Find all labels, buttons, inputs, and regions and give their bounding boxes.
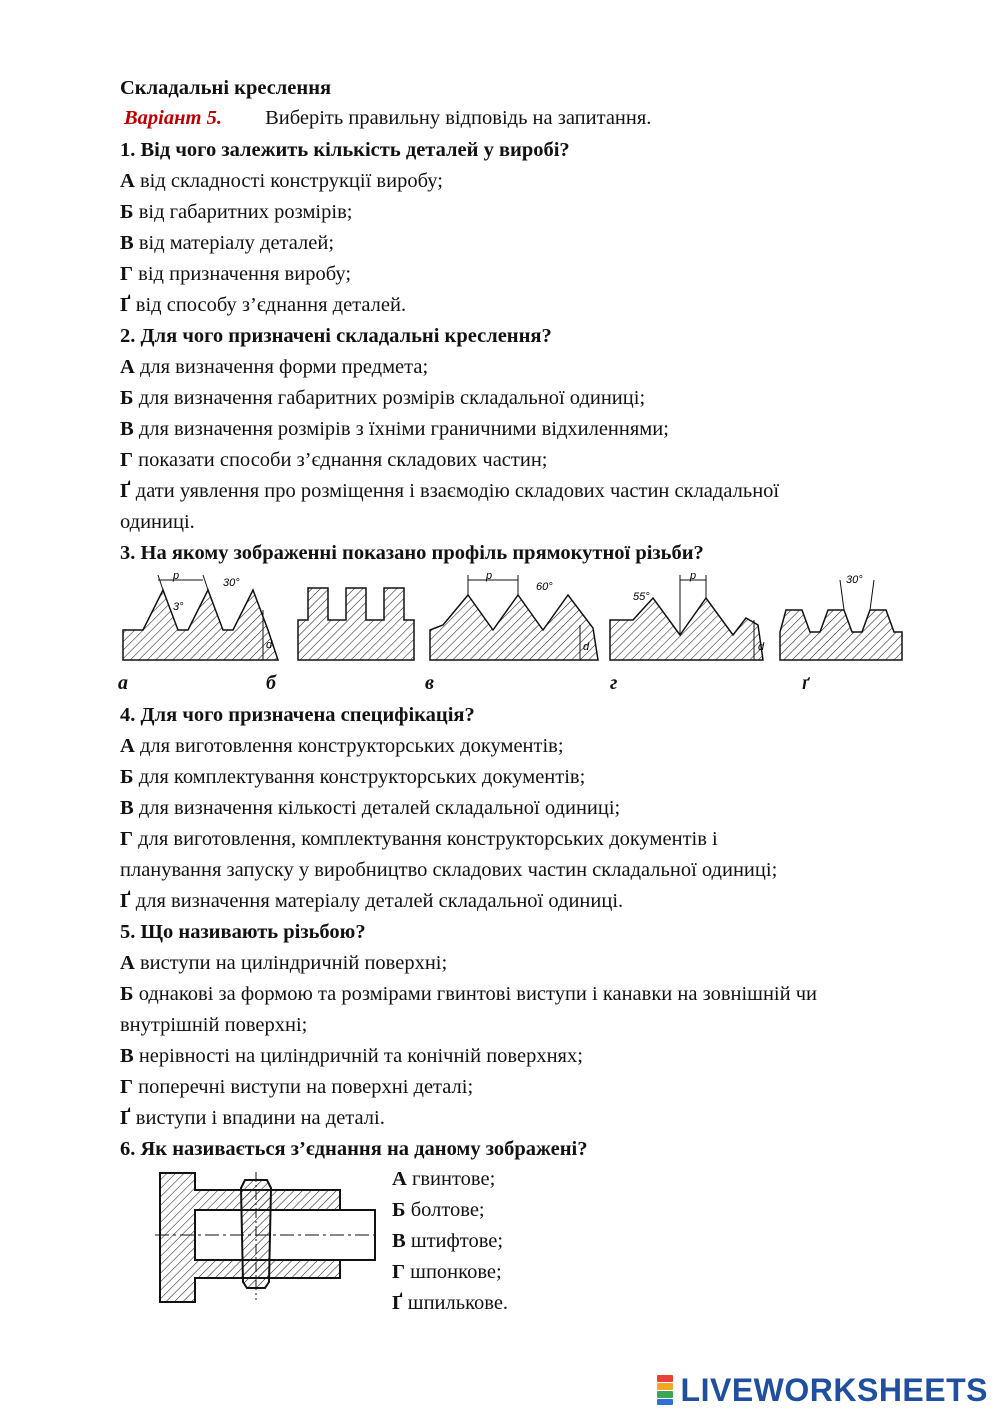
q2-option-g-cont: одиниці. [120, 511, 195, 533]
q5-option-b-cont: внутрішній поверхні; [120, 1014, 308, 1036]
question-4: 4. Для чого призначена специфікація? [120, 704, 475, 726]
pitch-label-a: p [173, 570, 180, 582]
q6-option-g[interactable]: Ґ шпилькове. [392, 1292, 509, 1314]
q2-option-g[interactable]: Ґ дати уявлення про розміщення і взаємодію складових частин складальної [120, 480, 780, 502]
question-1: 1. Від чого залежить кількість деталей у виробі? [120, 139, 570, 161]
instruction: Виберіть правильну відповідь на запитання. [265, 107, 652, 129]
q5-option-b[interactable]: Б однакові за формою та розмірами гвинтові виступи і канавки на зовнішній чи [120, 983, 817, 1005]
dia-label-a: d [266, 639, 273, 651]
figure-label-g: ґ [802, 672, 810, 694]
angle-label-a3: 3° [173, 601, 184, 613]
figure-label-a: а [118, 672, 128, 694]
q5-option-a[interactable]: А виступи на циліндричній поверхні; [120, 952, 448, 974]
question-5: 5. Що називають різьбою? [120, 921, 366, 943]
q1-option-v[interactable]: В від матеріалу деталей; [120, 232, 335, 254]
q5-option-h[interactable]: Г поперечні виступи на поверхні деталі; [120, 1076, 474, 1098]
angle-label-a30: 30° [223, 577, 240, 589]
thread-profiles-figure [118, 570, 908, 670]
thread-profile-v[interactable] [430, 570, 598, 660]
q4-option-b[interactable]: Б для комплектування конструкторських документів; [120, 766, 586, 788]
dia-label-h: d [758, 641, 765, 653]
q4-option-h-cont: планування запуску у виробництво складових частин складальної одиниці; [120, 859, 778, 881]
q5-option-g[interactable]: Ґ виступи і впадини на деталі. [120, 1107, 385, 1129]
thread-profile-h[interactable] [610, 570, 765, 660]
angle-label-g30: 30° [846, 574, 863, 586]
q2-option-h[interactable]: Г показати способи з’єднання складових частин; [120, 449, 548, 471]
q4-option-g[interactable]: Ґ для визначення матеріалу деталей складальної одиниці. [120, 890, 624, 912]
variant-line [120, 105, 651, 131]
q1-option-g[interactable]: Ґ від способу з’єднання деталей. [120, 294, 407, 316]
thread-profile-g[interactable] [780, 574, 902, 660]
q6-option-h[interactable]: Г шпонкове; [392, 1261, 502, 1283]
q4-option-v[interactable]: В для визначення кількості деталей складальної одиниці; [120, 797, 621, 819]
figure-label-v: в [425, 672, 434, 694]
q6-option-v[interactable]: В штифтове; [392, 1230, 504, 1252]
q2-option-a[interactable]: А для визначення форми предмета; [120, 356, 429, 378]
figure-label-h: г [610, 672, 618, 694]
page-title: Складальні креслення [120, 77, 332, 99]
q5-option-v[interactable]: В нерівності на циліндричній та конічній поверхнях; [120, 1045, 583, 1067]
figure-label-b: б [266, 672, 276, 694]
thread-profile-b[interactable] [298, 588, 414, 660]
liveworksheets-logo-icon [655, 1374, 675, 1406]
dia-label-v: d [583, 641, 590, 653]
q4-option-a[interactable]: А для виготовлення конструкторських документів; [120, 735, 564, 757]
q6-option-a[interactable]: А гвинтове; [392, 1168, 496, 1190]
q1-option-a[interactable]: А від складності конструкції виробу; [120, 170, 443, 192]
liveworksheets-watermark[interactable] [655, 1372, 988, 1408]
question-2: 2. Для чого призначені складальні креслення? [120, 325, 552, 347]
q2-option-v[interactable]: В для визначення розмірів з їхніми граничними відхиленнями; [120, 418, 669, 440]
q1-option-h[interactable]: Г від призначення виробу; [120, 263, 352, 285]
thread-profile-a[interactable] [123, 570, 278, 660]
pin-joint-drawing [155, 1168, 380, 1310]
angle-label-v60: 60° [536, 581, 553, 593]
question-3: 3. На якому зображенні показано профіль прямокутної різьби? [120, 542, 704, 564]
q4-option-h[interactable]: Г для виготовлення, комплектування конструкторських документів і [120, 828, 718, 850]
question-6: 6. Як називається з’єднання на даному зображені? [120, 1138, 588, 1160]
variant-label: Варіант 5. [124, 107, 222, 129]
angle-label-h55: 55° [633, 591, 650, 603]
q1-option-b[interactable]: Б від габаритних розмірів; [120, 201, 353, 223]
watermark-text: LIVEWORKSHEETS [680, 1371, 988, 1408]
q6-option-b[interactable]: Б болтове; [392, 1199, 485, 1221]
pitch-label-h: p [690, 570, 697, 582]
pitch-label-v: p [486, 570, 493, 582]
q2-option-b[interactable]: Б для визначення габаритних розмірів складальної одиниці; [120, 387, 646, 409]
